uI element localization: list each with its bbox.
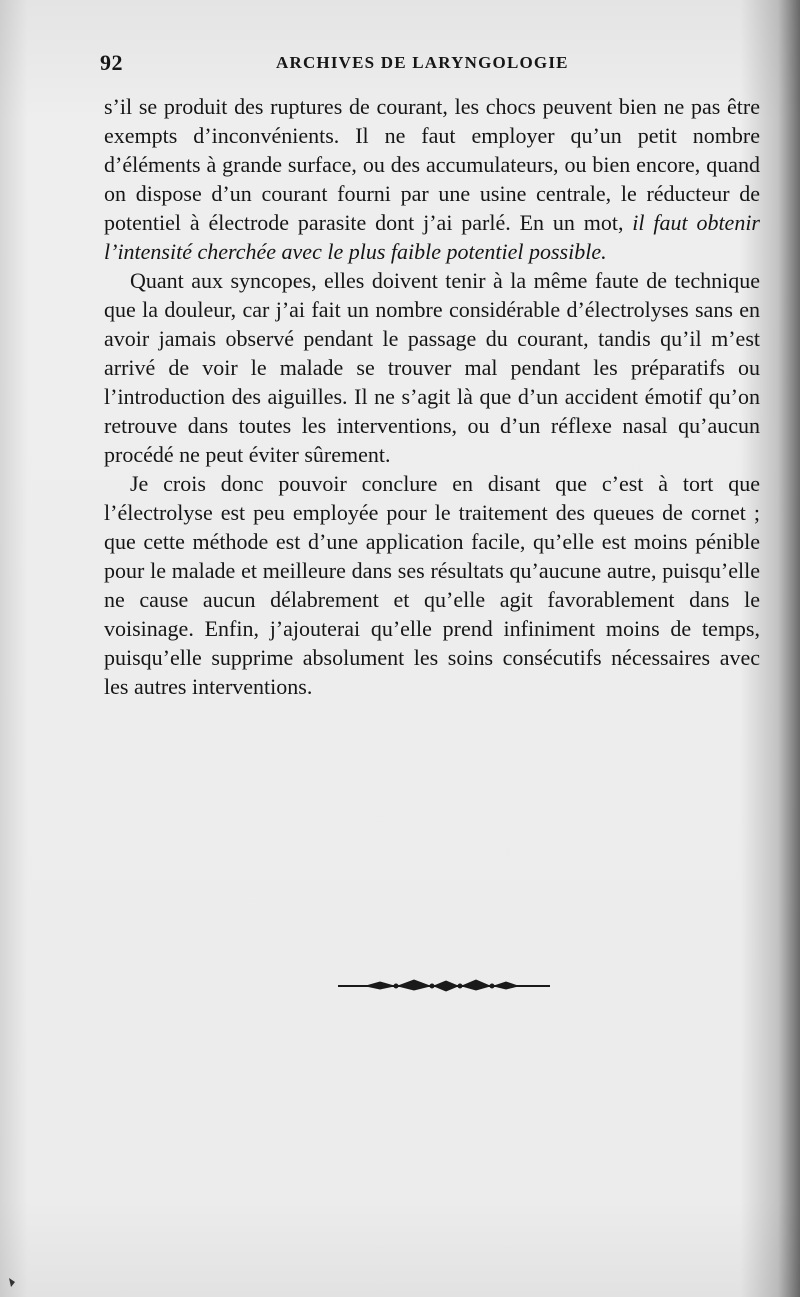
paragraph-3: Je crois donc pouvoir conclure en disant que c’est à tort que l’électrolyse est peu employée pour le traitement des queues de cornet ; que cette méthode est d’une application facile, qu’elle est moins pénible pour le malade et meilleure dans ses résultats qu’aucune autre, puisqu’elle ne cause aucun délabrement et qu’elle agit favorablement dans le voisinage. Enfin, j’ajouterai qu’elle prend infiniment moins de temps, puisqu’elle supprime absolument les soins consécutifs nécessaires avec les autres interventions.	[104, 471, 760, 699]
paragraph-2: Quant aux syncopes, elles doivent tenir à la même faute de technique que la douleur, car j’ai fait un nombre considérable d’électrolyses sans en avoir jamais observé pendant le passage du courant, tandis qu’il m’est arrivé de voir le malade se trouver mal pendant les préparatifs ou l’introduction des aiguilles. Il ne s’agit là que d’un accident émotif qu’on retrouve dans toutes les interventions, ou d’un réflexe nasal qu’aucun procédé ne peut éviter sûrement.	[104, 268, 760, 467]
paragraph-1	[104, 92, 760, 266]
margin-mark-icon	[8, 1276, 16, 1288]
paragraph-1-text: s’il se produit des ruptures de courant, les chocs peuvent bien ne pas être exempts d’inconvénients. Il ne faut employer qu’un petit nombre d’éléments à grande surface, ou des accumulateurs, ou bien encore, quand on dispose d’un courant fourni par une usine centrale, le réducteur de potentiel à électrode parasite dont j’ai parlé. En un mot,	[104, 94, 760, 235]
body-text	[104, 92, 760, 701]
page-header	[100, 50, 760, 80]
running-head: ARCHIVES DE LARYNGOLOGIE	[276, 53, 569, 72]
page-number: 92	[100, 50, 123, 75]
paragraph-1-emphasis: il faut obtenir l’intensité cherchée avec le plus faible potentiel possible.	[104, 210, 760, 264]
tailpiece-ornament-icon	[336, 976, 552, 996]
